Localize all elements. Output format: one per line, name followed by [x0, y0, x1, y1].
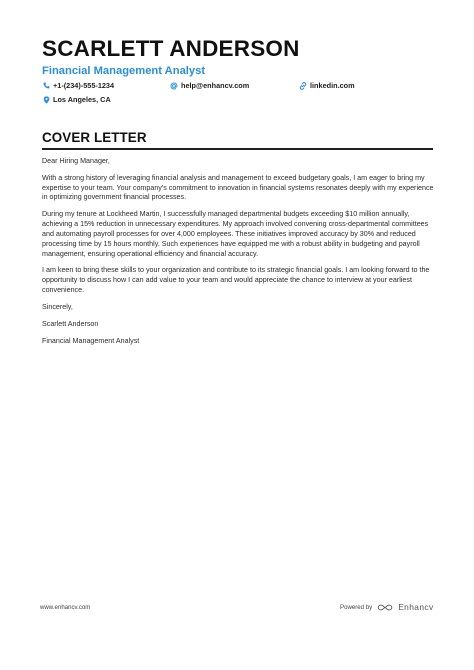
letter-paragraph: With a strong history of leveraging financial analysis and management to exceed budgetary goals, I am eager to bring my expertise to your team. Your company's commitment to innovation in financial systems resonates deeply with my experience in optimizing government financial processes.	[42, 173, 434, 202]
letter-closing: Sincerely,	[42, 302, 73, 311]
phone-text: +1-(234)-555-1234	[53, 81, 115, 90]
location-text: Los Angeles, CA	[53, 95, 111, 104]
signature-title: Financial Management Analyst	[42, 336, 140, 345]
footer-url[interactable]: www.enhancv.com	[40, 604, 91, 611]
signature-name: Scarlett Anderson	[42, 319, 99, 328]
letter-greeting: Dear Hiring Manager,	[42, 157, 110, 165]
linkedin-text[interactable]: linkedin.com	[310, 81, 355, 90]
candidate-name: SCARLETT ANDERSON	[42, 36, 300, 61]
email-text[interactable]: help@enhancv.com	[181, 81, 250, 90]
contact-location	[42, 95, 111, 104]
at-icon	[170, 82, 178, 90]
powered-by-label: Powered by	[340, 603, 373, 611]
contact-linkedin[interactable]	[299, 81, 355, 90]
link-icon	[299, 82, 307, 90]
phone-icon	[42, 82, 50, 90]
contact-email[interactable]	[170, 81, 249, 90]
candidate-title: Financial Management Analyst	[42, 65, 206, 77]
enhancv-logo-icon	[377, 603, 393, 612]
letter-paragraph: I am keen to bring these skills to your organization and contribute to its strategic financial goals. I am looking forward to the opportunity to discuss how I can add value to your team and would appreciate the chance to interview at your earliest convenience.	[42, 266, 430, 295]
letter-paragraph: During my tenure at Lockheed Martin, I successfully managed departmental budgets exceeding $10 million annually, achieving a 15% reduction in unnecessary expenditures. My approach involved convening cross-departmental committees and automating payroll processes for over 4,000 employees. These initiatives improved accuracy by 30% and reduced processing time by 15 hours monthly. Such experiences have equipped me with a robust ability in budgeting and payroll management, ensuring operational efficiency and financial accuracy.	[42, 210, 429, 258]
brand-name: Enhancv	[398, 602, 434, 612]
section-divider	[42, 148, 433, 150]
section-title: COVER LETTER	[42, 130, 147, 145]
location-pin-icon	[42, 96, 50, 104]
powered-by[interactable]	[340, 602, 434, 612]
letter-body	[42, 157, 434, 354]
contact-phone	[42, 81, 114, 90]
